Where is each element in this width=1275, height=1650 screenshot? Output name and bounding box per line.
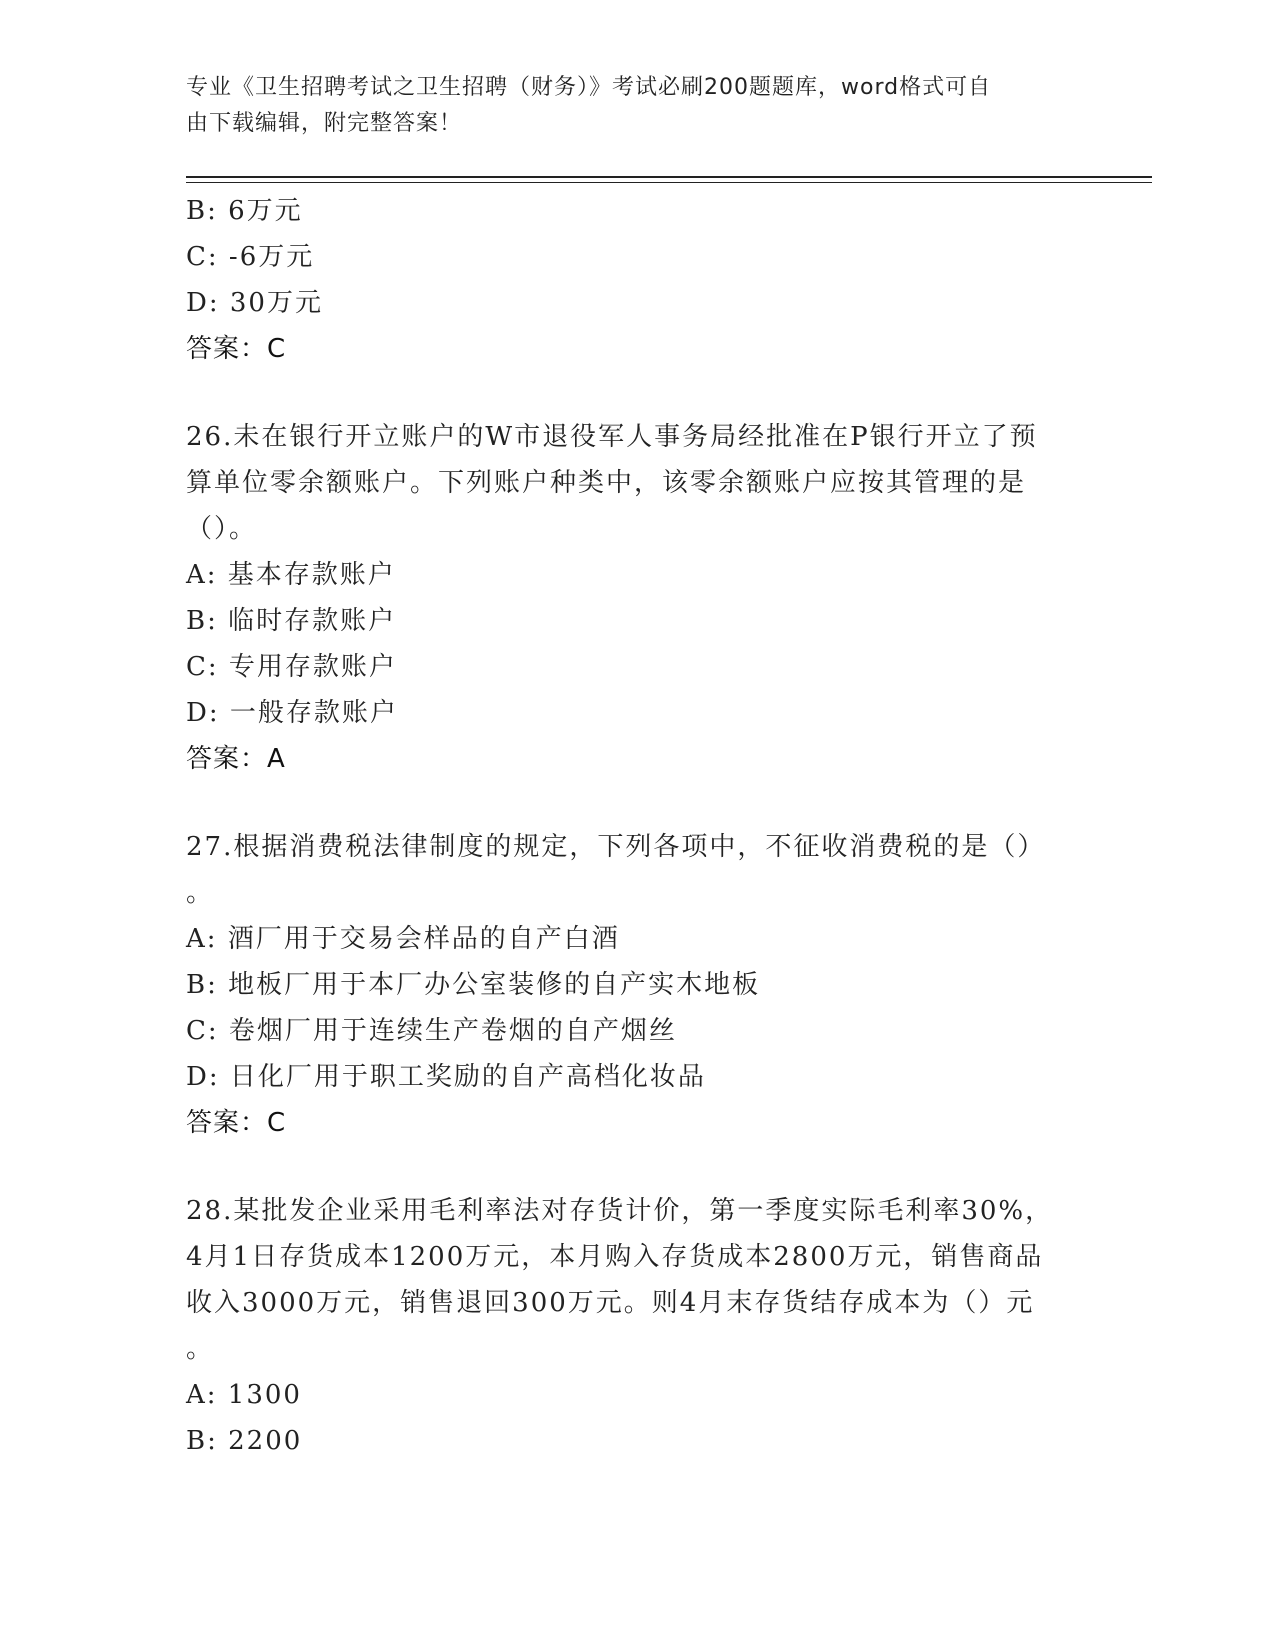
question-stem-line: 28.某批发企业采用毛利率法对存货计价，第一季度实际毛利率30%， — [186, 1196, 1054, 1226]
question-stem-line: 。 — [186, 878, 215, 908]
question-list — [186, 188, 1086, 1464]
header-line-2: 由下载编辑，附完整答案！ — [186, 111, 463, 136]
question-26 — [186, 414, 1086, 782]
question-25-tail — [186, 188, 1086, 372]
option-c: C: 专用存款账户 — [186, 652, 397, 682]
answer: 答案：A — [186, 744, 286, 774]
question-28 — [186, 1188, 1086, 1464]
question-stem-line: 收入3000万元，销售退回300万元。则4月末存货结存成本为（）元 — [186, 1288, 1035, 1318]
question-stem-line: （）。 — [186, 514, 258, 544]
spacer — [186, 782, 1086, 824]
answer: 答案：C — [186, 1108, 287, 1138]
question-stem-line: 27.根据消费税法律制度的规定，下列各项中，不征收消费税的是（） — [186, 832, 1046, 862]
question-stem-line: 4月1日存货成本1200万元，本月购入存货成本2800万元，销售商品 — [186, 1242, 1044, 1272]
option-d: D: 日化厂用于职工奖励的自产高档化妆品 — [186, 1062, 706, 1092]
answer: 答案：C — [186, 334, 287, 364]
option-d: D: 30万元 — [186, 288, 323, 318]
option-b: B: 6万元 — [186, 196, 303, 226]
spacer — [186, 1146, 1086, 1188]
question-stem-line: 。 — [186, 1334, 215, 1364]
spacer — [186, 372, 1086, 414]
document-header — [186, 70, 1066, 142]
option-c: C: -6万元 — [186, 242, 315, 272]
header-divider-thin — [186, 182, 1152, 183]
option-a: A: 基本存款账户 — [186, 560, 396, 590]
option-c: C: 卷烟厂用于连续生产卷烟的自产烟丝 — [186, 1016, 677, 1046]
question-stem-line: 26.未在银行开立账户的W市退役军人事务局经批准在P银行开立了预 — [186, 422, 1038, 452]
question-stem-line: 算单位零余额账户。下列账户种类中，该零余额账户应按其管理的是 — [186, 468, 1027, 498]
header-divider-thick — [186, 176, 1152, 178]
option-d: D: 一般存款账户 — [186, 698, 398, 728]
option-b: B: 2200 — [186, 1426, 303, 1456]
option-b: B: 地板厂用于本厂办公室装修的自产实木地板 — [186, 970, 761, 1000]
option-a: A: 1300 — [186, 1380, 302, 1410]
question-27 — [186, 824, 1086, 1146]
option-a: A: 酒厂用于交易会样品的自产白酒 — [186, 924, 620, 954]
header-line-1: 专业《卫生招聘考试之卫生招聘（财务）》考试必刷200题题库，word格式可自 — [186, 75, 992, 100]
option-b: B: 临时存款账户 — [186, 606, 397, 636]
